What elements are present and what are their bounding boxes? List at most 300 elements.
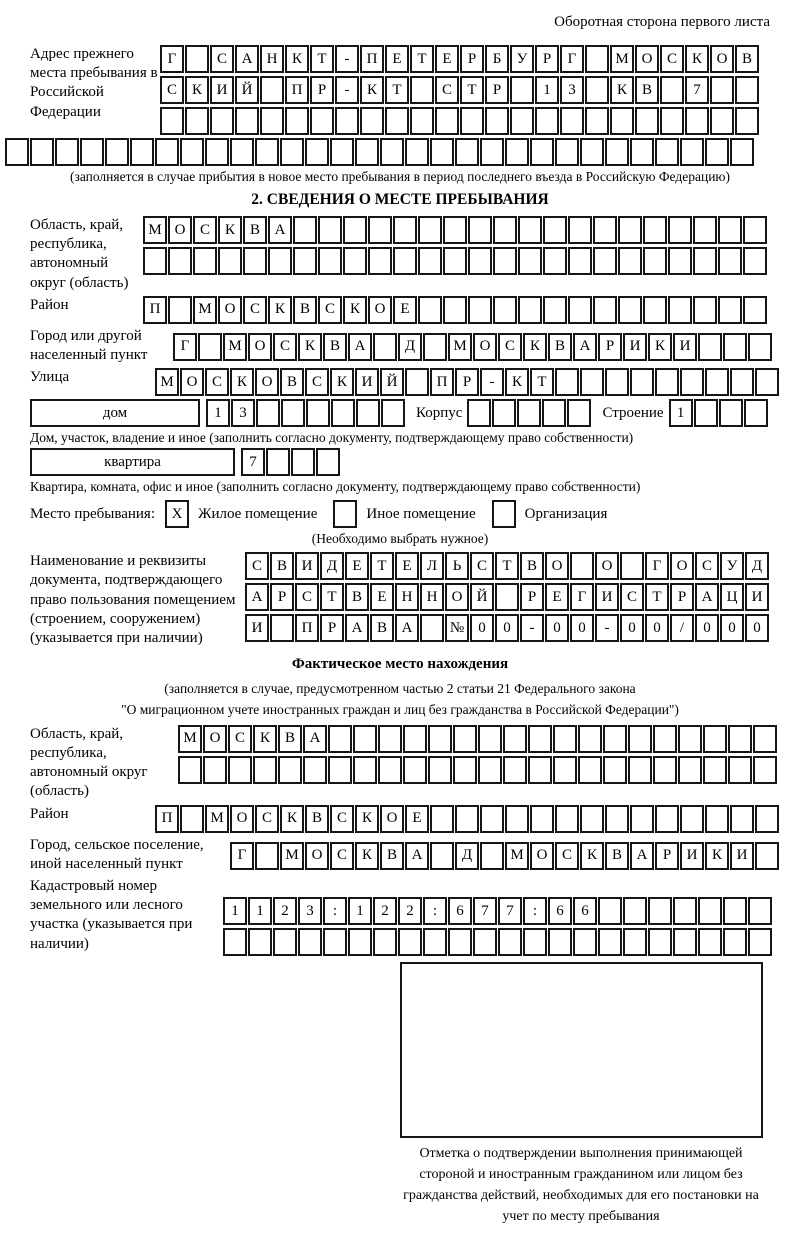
char-cell[interactable] bbox=[168, 247, 192, 275]
char-cell[interactable] bbox=[528, 725, 552, 753]
char-cell[interactable] bbox=[510, 76, 534, 104]
char-cell[interactable] bbox=[460, 107, 484, 135]
char-cell[interactable] bbox=[653, 756, 677, 784]
char-cell-filled[interactable]: К bbox=[705, 842, 729, 870]
char-cell-filled[interactable]: 6 bbox=[448, 897, 472, 925]
char-cell[interactable] bbox=[719, 399, 743, 427]
char-cell[interactable] bbox=[410, 107, 434, 135]
char-cell[interactable] bbox=[618, 296, 642, 324]
char-cell[interactable] bbox=[753, 756, 777, 784]
char-cell-filled[interactable]: 0 bbox=[745, 614, 769, 642]
char-cell[interactable] bbox=[635, 107, 659, 135]
char-cell[interactable] bbox=[418, 296, 442, 324]
char-cell-filled[interactable]: В bbox=[605, 842, 629, 870]
char-cell[interactable] bbox=[543, 296, 567, 324]
char-cell-filled[interactable]: 6 bbox=[573, 897, 597, 925]
char-cell[interactable] bbox=[193, 247, 217, 275]
char-cell-filled[interactable]: П bbox=[295, 614, 319, 642]
char-cell[interactable] bbox=[492, 399, 516, 427]
char-cell-filled[interactable]: Т bbox=[410, 45, 434, 73]
char-cell-filled[interactable]: С bbox=[205, 368, 229, 396]
char-cell-filled[interactable]: К bbox=[580, 842, 604, 870]
char-cell[interactable] bbox=[570, 552, 594, 580]
char-cell[interactable] bbox=[385, 107, 409, 135]
char-cell-filled[interactable]: К bbox=[648, 333, 672, 361]
char-cell[interactable] bbox=[585, 107, 609, 135]
char-cell[interactable] bbox=[355, 138, 379, 166]
char-cell[interactable] bbox=[205, 138, 229, 166]
char-cell[interactable] bbox=[605, 805, 629, 833]
char-cell[interactable] bbox=[378, 725, 402, 753]
char-cell-filled[interactable]: Т bbox=[370, 552, 394, 580]
char-cell[interactable] bbox=[348, 928, 372, 956]
char-cell-filled[interactable]: Е bbox=[395, 552, 419, 580]
char-cell-filled[interactable]: О bbox=[180, 368, 204, 396]
char-cell-filled[interactable]: Т bbox=[645, 583, 669, 611]
char-cell[interactable] bbox=[678, 756, 702, 784]
char-cell[interactable] bbox=[328, 725, 352, 753]
char-cell[interactable] bbox=[623, 928, 647, 956]
char-cell-filled[interactable]: 7 bbox=[473, 897, 497, 925]
char-cell-filled[interactable]: Е bbox=[370, 583, 394, 611]
char-cell-filled[interactable]: 0 bbox=[645, 614, 669, 642]
char-cell[interactable] bbox=[428, 756, 452, 784]
char-cell-filled[interactable]: 3 bbox=[298, 897, 322, 925]
char-cell-filled[interactable]: У bbox=[510, 45, 534, 73]
char-cell[interactable] bbox=[693, 296, 717, 324]
char-cell-filled[interactable]: И bbox=[295, 552, 319, 580]
char-cell-filled[interactable]: О bbox=[248, 333, 272, 361]
char-cell[interactable] bbox=[723, 928, 747, 956]
char-cell-filled[interactable]: / bbox=[670, 614, 694, 642]
char-cell[interactable] bbox=[603, 756, 627, 784]
char-cell-filled[interactable]: А bbox=[268, 216, 292, 244]
char-cell[interactable] bbox=[598, 897, 622, 925]
char-cell[interactable] bbox=[693, 216, 717, 244]
char-cell[interactable] bbox=[130, 138, 154, 166]
prev-address-row-1[interactable] bbox=[160, 45, 760, 73]
char-cell-filled[interactable]: 0 bbox=[495, 614, 519, 642]
char-cell[interactable] bbox=[673, 897, 697, 925]
char-cell[interactable] bbox=[268, 247, 292, 275]
char-cell[interactable] bbox=[694, 399, 718, 427]
char-cell[interactable] bbox=[185, 45, 209, 73]
char-cell-filled[interactable]: Й bbox=[380, 368, 404, 396]
char-cell-filled[interactable]: Г bbox=[160, 45, 184, 73]
char-cell-filled[interactable]: И bbox=[680, 842, 704, 870]
char-cell[interactable] bbox=[453, 725, 477, 753]
char-cell-filled[interactable]: Н bbox=[260, 45, 284, 73]
char-cell[interactable] bbox=[291, 448, 315, 476]
char-cell-filled[interactable]: О bbox=[445, 583, 469, 611]
char-cell-filled[interactable]: Р bbox=[310, 76, 334, 104]
char-cell[interactable] bbox=[453, 756, 477, 784]
char-cell[interactable] bbox=[443, 296, 467, 324]
char-cell-filled[interactable]: А bbox=[348, 333, 372, 361]
char-cell[interactable] bbox=[543, 247, 567, 275]
char-cell-filled[interactable]: Р bbox=[670, 583, 694, 611]
char-cell[interactable] bbox=[235, 107, 259, 135]
char-cell[interactable] bbox=[185, 107, 209, 135]
char-cell[interactable] bbox=[735, 76, 759, 104]
char-cell[interactable] bbox=[278, 756, 302, 784]
char-cell[interactable] bbox=[480, 805, 504, 833]
char-cell[interactable] bbox=[403, 725, 427, 753]
char-cell[interactable] bbox=[318, 216, 342, 244]
char-cell[interactable] bbox=[555, 805, 579, 833]
char-cell[interactable] bbox=[705, 138, 729, 166]
char-cell[interactable] bbox=[603, 725, 627, 753]
char-cell[interactable] bbox=[270, 614, 294, 642]
char-cell[interactable] bbox=[535, 107, 559, 135]
char-cell-filled[interactable]: С bbox=[620, 583, 644, 611]
actual-region-row-1[interactable] bbox=[178, 725, 778, 753]
char-cell[interactable] bbox=[468, 216, 492, 244]
cadastral-row-2[interactable] bbox=[223, 928, 773, 956]
char-cell-filled[interactable]: К bbox=[230, 368, 254, 396]
char-cell[interactable] bbox=[410, 76, 434, 104]
char-cell[interactable] bbox=[685, 107, 709, 135]
char-cell[interactable] bbox=[698, 897, 722, 925]
char-cell[interactable] bbox=[198, 333, 222, 361]
char-cell-filled[interactable]: Ь bbox=[445, 552, 469, 580]
char-cell-filled[interactable]: Р bbox=[520, 583, 544, 611]
char-cell[interactable] bbox=[505, 805, 529, 833]
char-cell[interactable] bbox=[593, 296, 617, 324]
char-cell-filled[interactable]: К bbox=[523, 333, 547, 361]
char-cell-filled[interactable]: 2 bbox=[373, 897, 397, 925]
char-cell-filled[interactable]: К bbox=[185, 76, 209, 104]
char-cell-filled[interactable]: Е bbox=[405, 805, 429, 833]
char-cell-filled[interactable]: Т bbox=[310, 45, 334, 73]
char-cell[interactable] bbox=[305, 138, 329, 166]
char-cell-filled[interactable]: Т bbox=[460, 76, 484, 104]
char-cell-filled[interactable]: Е bbox=[435, 45, 459, 73]
char-cell[interactable] bbox=[628, 725, 652, 753]
char-cell-filled[interactable]: К bbox=[685, 45, 709, 73]
char-cell[interactable] bbox=[260, 76, 284, 104]
char-cell[interactable] bbox=[30, 138, 54, 166]
char-cell[interactable] bbox=[430, 805, 454, 833]
char-cell[interactable] bbox=[628, 756, 652, 784]
char-cell[interactable] bbox=[260, 107, 284, 135]
char-cell-filled[interactable]: К bbox=[505, 368, 529, 396]
char-cell-filled[interactable]: С bbox=[273, 333, 297, 361]
char-cell[interactable] bbox=[735, 107, 759, 135]
char-cell-filled[interactable]: И bbox=[245, 614, 269, 642]
char-cell[interactable] bbox=[748, 928, 772, 956]
char-cell-filled[interactable]: 2 bbox=[398, 897, 422, 925]
char-cell[interactable] bbox=[678, 725, 702, 753]
char-cell-filled[interactable]: П bbox=[143, 296, 167, 324]
char-cell[interactable] bbox=[428, 725, 452, 753]
char-cell-filled[interactable]: Т bbox=[530, 368, 554, 396]
document-row-2[interactable] bbox=[245, 583, 770, 611]
char-cell[interactable] bbox=[306, 399, 330, 427]
char-cell-filled[interactable]: У bbox=[720, 552, 744, 580]
char-cell[interactable] bbox=[255, 842, 279, 870]
char-cell[interactable] bbox=[398, 928, 422, 956]
char-cell-filled[interactable]: О bbox=[203, 725, 227, 753]
char-cell[interactable] bbox=[705, 805, 729, 833]
char-cell[interactable] bbox=[316, 448, 340, 476]
char-cell[interactable] bbox=[518, 247, 542, 275]
char-cell-filled[interactable]: С bbox=[305, 368, 329, 396]
char-cell-filled[interactable]: М bbox=[223, 333, 247, 361]
char-cell[interactable] bbox=[703, 725, 727, 753]
char-cell[interactable] bbox=[331, 399, 355, 427]
char-cell[interactable] bbox=[473, 928, 497, 956]
char-cell-filled[interactable]: - bbox=[480, 368, 504, 396]
prev-address-row-3[interactable] bbox=[160, 107, 760, 135]
char-cell[interactable] bbox=[630, 368, 654, 396]
char-cell[interactable] bbox=[105, 138, 129, 166]
char-cell-filled[interactable]: : bbox=[423, 897, 447, 925]
char-cell-filled[interactable]: С bbox=[210, 45, 234, 73]
char-cell[interactable] bbox=[655, 368, 679, 396]
char-cell-filled[interactable]: К bbox=[285, 45, 309, 73]
char-cell-filled[interactable]: Н bbox=[395, 583, 419, 611]
region-row-2[interactable] bbox=[143, 247, 768, 275]
char-cell-filled[interactable]: Д bbox=[320, 552, 344, 580]
char-cell[interactable] bbox=[593, 216, 617, 244]
char-cell-filled[interactable]: Р bbox=[535, 45, 559, 73]
char-cell[interactable] bbox=[668, 247, 692, 275]
char-cell-filled[interactable]: 6 bbox=[548, 897, 572, 925]
char-cell[interactable] bbox=[493, 296, 517, 324]
char-cell-filled[interactable]: - bbox=[335, 45, 359, 73]
region-row-1[interactable] bbox=[143, 216, 768, 244]
char-cell-filled[interactable]: 0 bbox=[620, 614, 644, 642]
char-cell[interactable] bbox=[605, 138, 629, 166]
char-cell-filled[interactable]: С bbox=[243, 296, 267, 324]
char-cell[interactable] bbox=[728, 756, 752, 784]
char-cell[interactable] bbox=[230, 138, 254, 166]
char-cell[interactable] bbox=[568, 247, 592, 275]
char-cell[interactable] bbox=[755, 368, 779, 396]
char-cell[interactable] bbox=[693, 247, 717, 275]
char-cell[interactable] bbox=[143, 247, 167, 275]
char-cell-filled[interactable]: Д bbox=[745, 552, 769, 580]
char-cell[interactable] bbox=[530, 138, 554, 166]
char-cell-filled[interactable]: Р bbox=[460, 45, 484, 73]
char-cell[interactable] bbox=[555, 138, 579, 166]
char-cell[interactable] bbox=[660, 107, 684, 135]
char-cell-filled[interactable]: С bbox=[193, 216, 217, 244]
char-cell[interactable] bbox=[673, 928, 697, 956]
char-cell-filled[interactable]: А bbox=[695, 583, 719, 611]
char-cell-filled[interactable]: Т bbox=[320, 583, 344, 611]
char-cell[interactable] bbox=[580, 368, 604, 396]
char-cell[interactable] bbox=[203, 756, 227, 784]
char-cell[interactable] bbox=[330, 138, 354, 166]
char-cell-filled[interactable]: П bbox=[285, 76, 309, 104]
char-cell-filled[interactable]: С bbox=[330, 805, 354, 833]
char-cell-filled[interactable]: С bbox=[330, 842, 354, 870]
char-cell[interactable] bbox=[80, 138, 104, 166]
city-row[interactable] bbox=[173, 333, 773, 361]
stay-checkbox-org[interactable] bbox=[492, 500, 516, 528]
char-cell-filled[interactable]: О bbox=[473, 333, 497, 361]
char-cell-filled[interactable]: 0 bbox=[545, 614, 569, 642]
char-cell-filled[interactable]: 7 bbox=[685, 76, 709, 104]
char-cell[interactable] bbox=[485, 107, 509, 135]
char-cell-filled[interactable]: К bbox=[330, 368, 354, 396]
char-cell[interactable] bbox=[568, 216, 592, 244]
char-cell[interactable] bbox=[478, 725, 502, 753]
char-cell[interactable] bbox=[243, 247, 267, 275]
char-cell-filled[interactable]: С bbox=[660, 45, 684, 73]
char-cell[interactable] bbox=[368, 216, 392, 244]
char-cell-filled[interactable]: М bbox=[610, 45, 634, 73]
char-cell[interactable] bbox=[730, 368, 754, 396]
char-cell[interactable] bbox=[328, 756, 352, 784]
char-cell-filled[interactable]: А bbox=[245, 583, 269, 611]
char-cell[interactable] bbox=[528, 756, 552, 784]
cadastral-row-1[interactable] bbox=[223, 897, 773, 925]
char-cell-filled[interactable]: С bbox=[435, 76, 459, 104]
char-cell[interactable] bbox=[530, 805, 554, 833]
char-cell-filled[interactable]: В bbox=[305, 805, 329, 833]
char-cell-filled[interactable]: 1 bbox=[669, 399, 693, 427]
char-cell-filled[interactable]: Г bbox=[645, 552, 669, 580]
char-cell-filled[interactable]: - bbox=[335, 76, 359, 104]
document-row-3[interactable] bbox=[245, 614, 770, 642]
char-cell[interactable] bbox=[448, 928, 472, 956]
char-cell[interactable] bbox=[755, 842, 779, 870]
char-cell-filled[interactable]: В bbox=[370, 614, 394, 642]
char-cell-filled[interactable]: А bbox=[630, 842, 654, 870]
char-cell-filled[interactable]: И bbox=[355, 368, 379, 396]
char-cell[interactable] bbox=[585, 76, 609, 104]
char-cell[interactable] bbox=[753, 725, 777, 753]
char-cell[interactable] bbox=[648, 928, 672, 956]
char-cell-filled[interactable]: И bbox=[210, 76, 234, 104]
char-cell[interactable] bbox=[380, 138, 404, 166]
char-cell-filled[interactable]: О bbox=[168, 216, 192, 244]
char-cell-filled[interactable]: М bbox=[505, 842, 529, 870]
char-cell-filled[interactable]: К bbox=[360, 76, 384, 104]
char-cell[interactable] bbox=[618, 247, 642, 275]
char-cell-filled[interactable]: Й bbox=[235, 76, 259, 104]
char-cell[interactable] bbox=[668, 216, 692, 244]
char-cell-filled[interactable]: А bbox=[395, 614, 419, 642]
char-cell-filled[interactable]: М bbox=[193, 296, 217, 324]
char-cell[interactable] bbox=[405, 368, 429, 396]
char-cell-filled[interactable]: Л bbox=[420, 552, 444, 580]
char-cell[interactable] bbox=[748, 333, 772, 361]
char-cell-filled[interactable]: С bbox=[318, 296, 342, 324]
char-cell[interactable] bbox=[698, 333, 722, 361]
char-cell-filled[interactable]: М bbox=[280, 842, 304, 870]
char-cell[interactable] bbox=[420, 614, 444, 642]
char-cell-filled[interactable]: Д bbox=[455, 842, 479, 870]
char-cell[interactable] bbox=[223, 928, 247, 956]
stay-checkbox-inoe[interactable] bbox=[333, 500, 357, 528]
char-cell[interactable] bbox=[218, 247, 242, 275]
char-cell[interactable] bbox=[155, 138, 179, 166]
char-cell-filled[interactable]: К bbox=[253, 725, 277, 753]
char-cell-filled[interactable]: Р bbox=[270, 583, 294, 611]
char-cell-filled[interactable]: П bbox=[155, 805, 179, 833]
char-cell-filled[interactable]: 0 bbox=[695, 614, 719, 642]
char-cell[interactable] bbox=[553, 756, 577, 784]
char-cell-filled[interactable]: Г bbox=[173, 333, 197, 361]
char-cell[interactable] bbox=[435, 107, 459, 135]
char-cell-filled[interactable]: С bbox=[228, 725, 252, 753]
char-cell[interactable] bbox=[680, 368, 704, 396]
char-cell[interactable] bbox=[710, 107, 734, 135]
char-cell[interactable] bbox=[643, 216, 667, 244]
char-cell[interactable] bbox=[623, 897, 647, 925]
char-cell[interactable] bbox=[718, 216, 742, 244]
char-cell[interactable] bbox=[343, 247, 367, 275]
char-cell[interactable] bbox=[748, 897, 772, 925]
char-cell[interactable] bbox=[517, 399, 541, 427]
char-cell-filled[interactable]: Е bbox=[385, 45, 409, 73]
char-cell[interactable] bbox=[542, 399, 566, 427]
char-cell-filled[interactable]: А bbox=[345, 614, 369, 642]
char-cell-filled[interactable]: 7 bbox=[498, 897, 522, 925]
char-cell[interactable] bbox=[323, 928, 347, 956]
char-cell[interactable] bbox=[253, 756, 277, 784]
char-cell-filled[interactable]: О bbox=[380, 805, 404, 833]
char-cell[interactable] bbox=[743, 296, 767, 324]
char-cell[interactable] bbox=[343, 216, 367, 244]
char-cell[interactable] bbox=[310, 107, 334, 135]
char-cell-filled[interactable]: М bbox=[178, 725, 202, 753]
char-cell-filled[interactable]: В bbox=[243, 216, 267, 244]
char-cell[interactable] bbox=[555, 368, 579, 396]
char-cell-filled[interactable]: 7 bbox=[241, 448, 265, 476]
char-cell[interactable] bbox=[393, 216, 417, 244]
char-cell[interactable] bbox=[480, 842, 504, 870]
char-cell-filled[interactable]: П bbox=[430, 368, 454, 396]
char-cell[interactable] bbox=[248, 928, 272, 956]
char-cell-filled[interactable]: К bbox=[218, 216, 242, 244]
char-cell-filled[interactable]: В bbox=[548, 333, 572, 361]
char-cell-filled[interactable]: Е bbox=[345, 552, 369, 580]
char-cell-filled[interactable]: А bbox=[235, 45, 259, 73]
char-cell[interactable] bbox=[553, 725, 577, 753]
char-cell-filled[interactable]: Ц bbox=[720, 583, 744, 611]
char-cell-filled[interactable]: : bbox=[323, 897, 347, 925]
char-cell[interactable] bbox=[405, 138, 429, 166]
char-cell-filled[interactable]: В bbox=[280, 368, 304, 396]
char-cell-filled[interactable]: К bbox=[268, 296, 292, 324]
char-cell-filled[interactable]: О bbox=[710, 45, 734, 73]
char-cell[interactable] bbox=[468, 247, 492, 275]
stamp-box[interactable] bbox=[400, 962, 763, 1138]
char-cell[interactable] bbox=[480, 138, 504, 166]
char-cell[interactable] bbox=[580, 805, 604, 833]
char-cell[interactable] bbox=[356, 399, 380, 427]
street-row[interactable] bbox=[155, 368, 780, 396]
char-cell[interactable] bbox=[505, 138, 529, 166]
char-cell-filled[interactable]: В bbox=[323, 333, 347, 361]
char-cell-filled[interactable]: К bbox=[355, 842, 379, 870]
char-cell[interactable] bbox=[280, 138, 304, 166]
korpus-cells[interactable] bbox=[467, 399, 592, 427]
char-cell-filled[interactable]: И bbox=[745, 583, 769, 611]
char-cell[interactable] bbox=[560, 107, 584, 135]
char-cell-filled[interactable]: Р bbox=[598, 333, 622, 361]
char-cell-filled[interactable]: О bbox=[545, 552, 569, 580]
char-cell[interactable] bbox=[443, 216, 467, 244]
char-cell-filled[interactable]: О bbox=[305, 842, 329, 870]
char-cell[interactable] bbox=[643, 296, 667, 324]
char-cell[interactable] bbox=[585, 45, 609, 73]
